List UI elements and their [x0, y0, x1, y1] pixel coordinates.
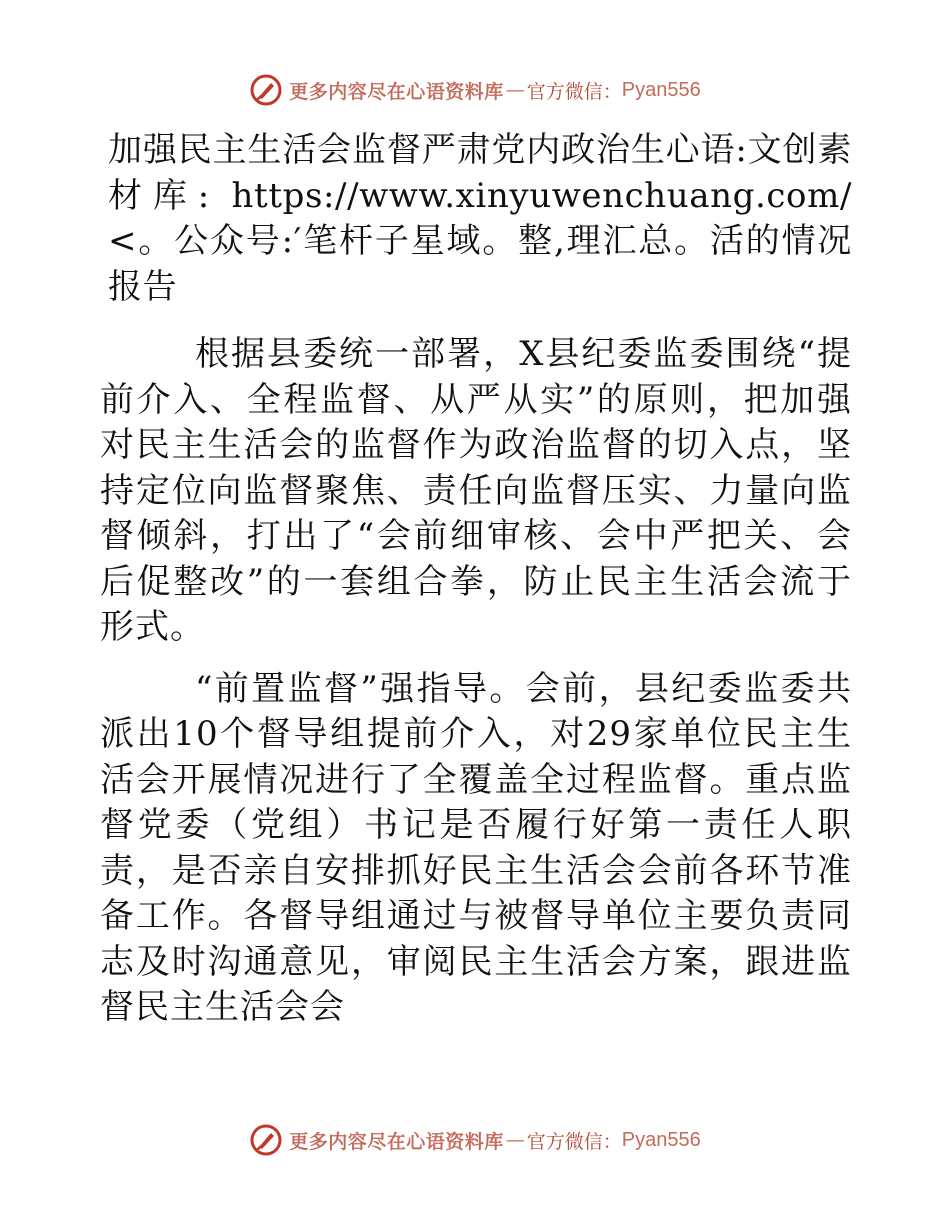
banner-wechat-id: Pyan556: [621, 1128, 701, 1151]
document-title: 加强民主生活会监督严肃党内政治生心语:文创素材库: https://www.xinyuwenchuang.com/<。公众号:′笔杆子星域。整,理汇总。活的情况报告: [108, 130, 852, 307]
banner-brand-text: 更多内容尽在心语资料库: [289, 1130, 504, 1153]
paragraph-1: 根据县委统一部署，X县纪委监委围绕“提前介入、全程监督、从严从实”的原则，把加强对民主生活会的监督作为政治监督的切入点，坚持定位向监督聚焦、责任向监督压实、力量向监督倾斜，打出了“会前细审核、会中严把关、会后促整改”的一套组合拳，防止民主生活会流于形式。: [100, 334, 852, 647]
banner-dash: —: [505, 1129, 525, 1151]
banner-wechat-id: Pyan556: [621, 78, 701, 101]
paragraph-2: “前置监督”强指导。会前，县纪委监委共派出10个督导组提前介入，对29家单位民主生活会开展情况进行了全覆盖全过程监督。重点监督党委（党组）书记是否履行好第一责任人职责，是否亲自安排抓好民主生活会会前各环节准备工作。各督导组通过与被督导单位主要负责同志及时沟通意见，审阅民主生活会方案，跟进监督民主生活会会: [100, 668, 852, 1027]
banner-wechat-label: 官方微信：: [526, 1130, 622, 1153]
banner-brand-text: 更多内容尽在心语资料库: [289, 80, 504, 103]
quill-logo-icon: [249, 73, 283, 107]
quill-logo-icon: [249, 1123, 283, 1157]
banner-wechat-label: 官方微信：: [526, 80, 622, 103]
document-body: [100, 128, 852, 1047]
banner-dash: —: [505, 79, 525, 101]
footer-watermark-banner: [0, 1120, 950, 1160]
header-watermark-banner: [0, 70, 950, 110]
